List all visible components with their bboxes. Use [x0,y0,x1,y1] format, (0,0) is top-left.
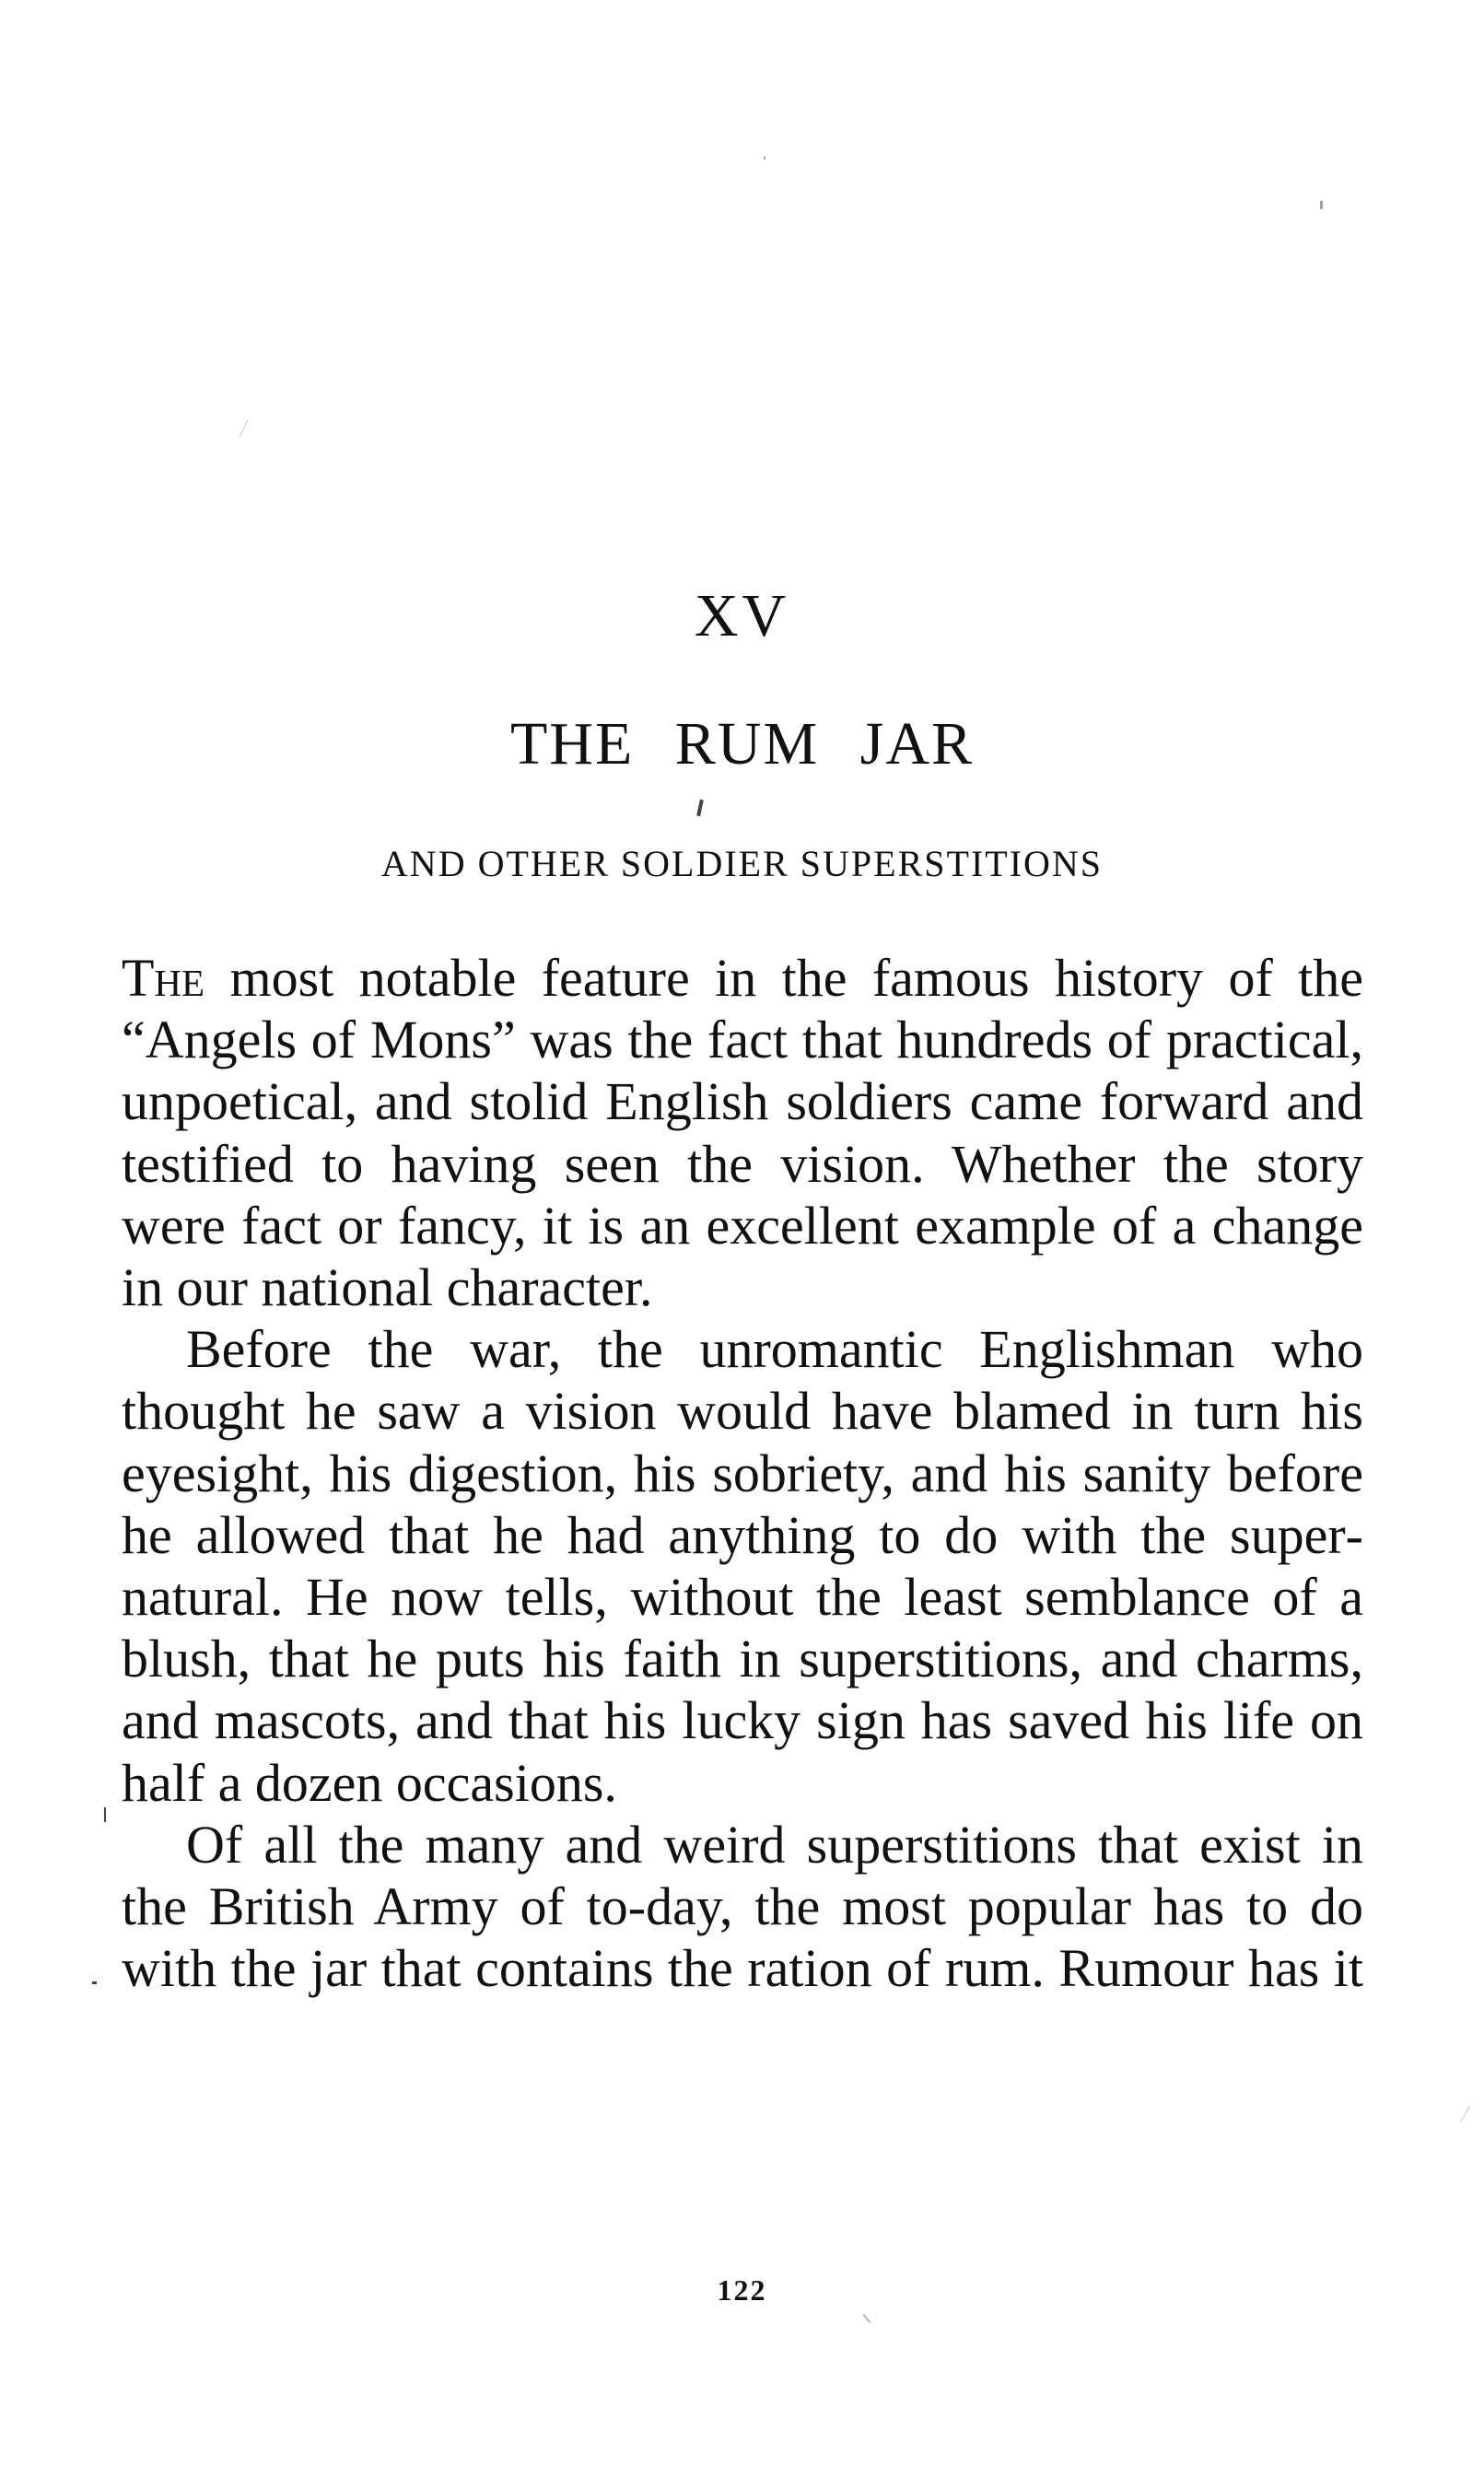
chapter-subtitle: AND OTHER SOLDIER SUPERSTITIONS [380,843,1104,884]
page-number: 122 [717,2273,767,2307]
scan-speck [696,800,704,816]
chapter-title: THE RUM JAR [509,710,975,777]
paragraph-3: Of all the many and weird superstitions that exist in the British Army of to-day, the most popular has to do with the jar that contains the ration of rum. Rumour has it [122,1814,1363,1999]
chapter-body [122,947,1363,1999]
paragraph-1-text: most notable feature in the famous history of the “Angels of Mons” was the fact that hundreds of practical, unpoetical, and stolid English soldiers came forward and testified to having seen the vision. Whether the story were fact or fancy, it is an excellent example of a change in our national character. [122,948,1363,1318]
paragraph-lead-word: The [122,948,205,1008]
scan-speck [764,157,765,159]
chapter-number: XV [694,582,790,649]
scan-speck [240,420,248,438]
paragraph-2: Before the war, the unromantic Englishman who thought he saw a vision would have blamed in turn his eyesight, his digestion, his sobriety, and his sanity before he allowed that he had anything to do with the supernatural. He now tells, without the least semblance of a blush, that he puts his faith in superstitions, and charms, and mascots, and that his lucky sign has saved his life on half a dozen occasions. [122,1319,1363,1813]
scan-speck [862,2314,871,2323]
scan-speck [92,1981,97,1984]
scan-speck [104,1807,106,1822]
paragraph-1 [122,947,1363,1318]
scan-speck [1460,2106,1470,2122]
scan-speck [1320,201,1323,209]
